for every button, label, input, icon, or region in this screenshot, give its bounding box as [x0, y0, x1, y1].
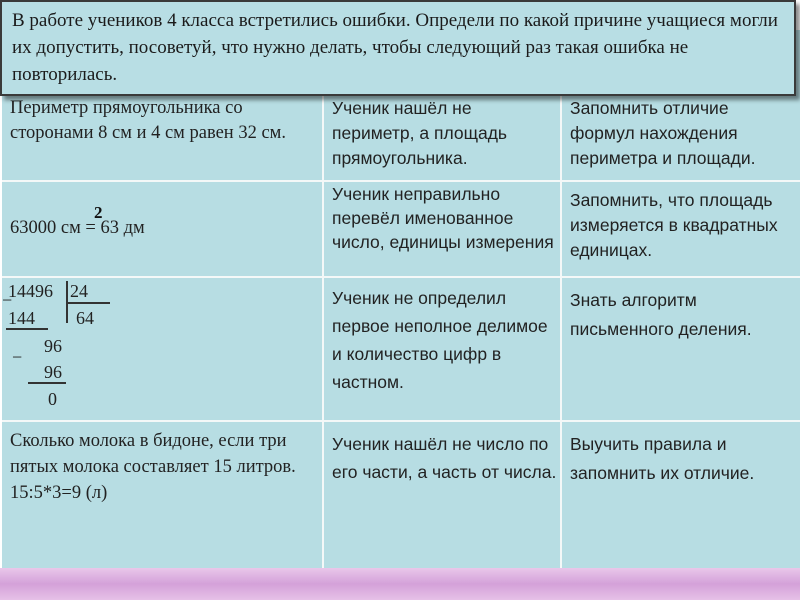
instruction-box: [0, 0, 796, 96]
division-quotient: 64: [76, 308, 94, 328]
row4-reason-cell: Ученик нашёл не число по его части, а часть от числа.: [332, 434, 557, 482]
instruction-text: В работе учеников 4 класса встретились ошибки. Определи по какой причине учащиеся могли их допустить, посоветуй, что нужно делать, чтобы следующий раз такая ошибка не повторилась.: [12, 10, 778, 85]
division-second-minuend: 96: [44, 336, 62, 356]
division-bracket-horizontal: [66, 302, 110, 304]
division-minus-1: −: [2, 290, 13, 310]
division-minus-2: −: [12, 347, 23, 367]
row3-reason-cell: Ученик не определил первое неполное делимое и количество цифр в частном.: [332, 288, 548, 392]
row2-advice-cell: Запомнить, что площадь измеряется в квадратных единицах.: [570, 190, 778, 260]
division-remainder: 0: [48, 389, 57, 409]
row2-superscript-2: 2: [94, 203, 103, 222]
row3-advice-cell: Знать алгоритм письменного деления.: [570, 290, 752, 339]
row1-reason-cell: Ученик нашёл не периметр, а площадь прямоугольника.: [332, 98, 508, 168]
division-divisor: 24: [70, 281, 88, 301]
errors-table: [2, 30, 800, 568]
column-divider-2: [560, 96, 562, 568]
row-divider-2: [2, 276, 800, 278]
row-divider-3: [2, 420, 800, 422]
division-second-subtrahend: 96: [44, 362, 62, 382]
division-underline-2: [28, 382, 66, 384]
division-underline-1: [6, 328, 48, 330]
row4-task-cell: Сколько молока в бидоне, если три пятых молока составляет 15 литров. 15:5*3=9 (л): [10, 431, 296, 503]
row2-reason-cell: Ученик неправильно перевёл именованное число, единицы измерения: [332, 184, 554, 252]
row4-advice-cell: Выучить правила и запомнить их отличие.: [570, 434, 755, 483]
row1-task-cell: Периметр прямоугольника со сторонами 8 см и 4 см равен 32 см.: [10, 98, 287, 143]
row2-task-cell: 63000 см = 63 дм: [10, 218, 145, 238]
column-divider-1: [322, 96, 324, 568]
division-dividend: 14496: [8, 281, 53, 301]
decorative-bottom-band: [0, 568, 800, 600]
row1-advice-cell: Запомнить отличие формул нахождения периметра и площади.: [570, 98, 756, 168]
division-first-subtrahend: 144: [8, 308, 35, 328]
